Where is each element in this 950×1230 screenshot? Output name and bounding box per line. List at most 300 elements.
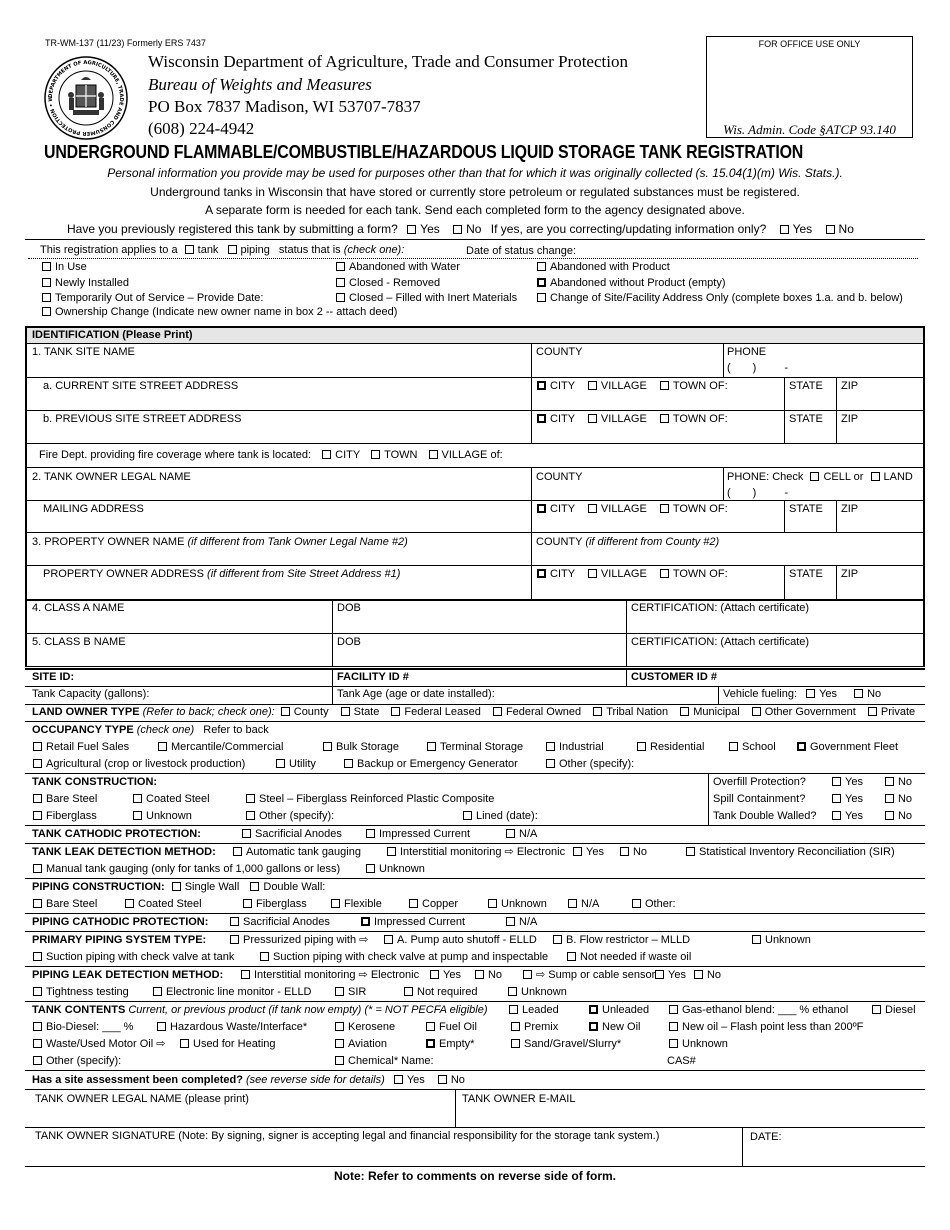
- status-closed-filled[interactable]: [336, 292, 517, 305]
- fuel-oil-checkbox[interactable]: [426, 1022, 435, 1031]
- date-status-change: Date of status change:: [466, 245, 577, 257]
- backup-checkbox[interactable]: [344, 759, 353, 768]
- option-label: Hazardous Waste/Interface*: [170, 1021, 308, 1033]
- status-newly-installed[interactable]: [42, 277, 129, 290]
- status-abandoned-empty[interactable]: [537, 277, 726, 290]
- tightness-checkbox[interactable]: [33, 987, 42, 996]
- dotted-divider: [28, 258, 918, 259]
- cont-heating[interactable]: [180, 1038, 276, 1051]
- phone-label: PHONE: [727, 346, 767, 358]
- sir-checkbox[interactable]: [335, 987, 344, 996]
- signature-input[interactable]: [35, 1144, 735, 1166]
- fiberglass-checkbox[interactable]: [243, 899, 252, 908]
- land-other-gov-checkbox[interactable]: [752, 707, 761, 716]
- mail-town-checkbox[interactable]: [660, 504, 669, 513]
- city-label: CITY: [550, 503, 575, 515]
- cont-fuel-oil[interactable]: [426, 1021, 477, 1034]
- vehicle-yes-checkbox[interactable]: [806, 689, 815, 698]
- cont-premix[interactable]: [511, 1021, 558, 1034]
- occ-school[interactable]: [729, 741, 776, 754]
- prop-village-checkbox[interactable]: [588, 569, 597, 578]
- yes-checkbox[interactable]: [655, 970, 664, 979]
- occ-agricultural[interactable]: [33, 758, 245, 771]
- fiberglass-checkbox[interactable]: [33, 811, 42, 820]
- row-line: [25, 913, 925, 914]
- fire-village-checkbox[interactable]: [429, 450, 438, 459]
- lined-checkbox[interactable]: [463, 811, 472, 820]
- contents-note: Current, or previous product (if tank now empty) (* = NOT PECFA eligible): [128, 1004, 488, 1016]
- pipe-copper[interactable]: [409, 898, 458, 911]
- property-owner-text: 3. PROPERTY OWNER NAME: [32, 536, 185, 548]
- occupancy-label-row: [32, 724, 269, 737]
- con-coated-steel[interactable]: [133, 793, 210, 806]
- interstitial-checkbox[interactable]: [241, 970, 250, 979]
- option-label: Premix: [524, 1021, 559, 1033]
- cont-kerosene[interactable]: [335, 1021, 395, 1034]
- no-label: No: [706, 969, 722, 981]
- option-label: Statistical Inventory Reconciliation (SIR): [699, 846, 895, 858]
- occ-backup[interactable]: [344, 758, 518, 771]
- tank-checkbox[interactable]: [185, 245, 194, 254]
- option-label: Manual tank gauging (only for tanks of 1,000 gallons or less): [46, 863, 341, 875]
- in-use-checkbox[interactable]: [42, 262, 51, 271]
- no-checkbox[interactable]: [620, 847, 629, 856]
- correct-yes-checkbox[interactable]: [780, 225, 789, 234]
- na-checkbox[interactable]: [506, 917, 515, 926]
- unleaded-checkbox[interactable]: [589, 1005, 598, 1014]
- no-checkbox[interactable]: [694, 970, 703, 979]
- occ-residential[interactable]: [637, 741, 704, 754]
- option-label: Retail Fuel Sales: [46, 741, 130, 753]
- abandoned-water-checkbox[interactable]: [336, 262, 345, 271]
- occ-gov-fleet[interactable]: [797, 741, 898, 754]
- mailing-address-label: MAILING ADDRESS: [43, 503, 144, 515]
- col-line: [531, 343, 532, 443]
- yes-label: Yes: [406, 1074, 425, 1086]
- prop-city-checkbox[interactable]: [537, 569, 546, 578]
- single-wall-checkbox[interactable]: [172, 882, 181, 891]
- sacrificial-checkbox[interactable]: [242, 829, 251, 838]
- pipe-bare[interactable]: [33, 898, 97, 911]
- mail-city-checkbox[interactable]: [537, 504, 546, 513]
- pump-shutoff-checkbox[interactable]: [384, 935, 393, 944]
- fire-city-checkbox[interactable]: [322, 450, 331, 459]
- status-in-use[interactable]: [42, 261, 87, 274]
- status-change-address[interactable]: [537, 292, 903, 305]
- intro-line-1: Underground tanks in Wisconsin that have stored or currently store petroleum or regulated substances must be registered.: [150, 185, 800, 199]
- prev-village-checkbox[interactable]: [588, 414, 597, 423]
- pcath-sacrificial[interactable]: [230, 916, 330, 929]
- current-village-checkbox[interactable]: [588, 381, 597, 390]
- coated-steel-checkbox[interactable]: [125, 899, 134, 908]
- double-wall-label: Tank Double Walled?: [713, 810, 817, 822]
- premix-checkbox[interactable]: [511, 1022, 520, 1031]
- auto-gauging-checkbox[interactable]: [233, 847, 242, 856]
- mail-village-checkbox[interactable]: [588, 504, 597, 513]
- pleak-tightness[interactable]: [33, 986, 129, 999]
- leak-unknown[interactable]: [366, 863, 425, 876]
- spill-no-checkbox[interactable]: [885, 794, 894, 803]
- temp-out-checkbox[interactable]: [42, 293, 51, 302]
- prev-town-checkbox[interactable]: [660, 414, 669, 423]
- owner-name-input[interactable]: [35, 1106, 450, 1126]
- occ-utility[interactable]: [276, 758, 316, 771]
- suction-pump-checkbox[interactable]: [260, 952, 269, 961]
- cas-label: CAS#: [667, 1055, 696, 1067]
- double-wall-checkbox[interactable]: [250, 882, 259, 891]
- sand-checkbox[interactable]: [511, 1039, 520, 1048]
- town-label: TOWN OF:: [672, 413, 728, 425]
- pleak-elld[interactable]: [153, 986, 312, 999]
- change-address-label: Change of Site/Facility Address Only (complete boxes 1.a. and b. below): [550, 292, 903, 304]
- piping-label: PIPING CONSTRUCTION:: [32, 881, 165, 893]
- other-checkbox[interactable]: [546, 759, 555, 768]
- abandoned-product-checkbox[interactable]: [537, 262, 546, 271]
- row-line: [27, 410, 923, 411]
- sys-suction-pump[interactable]: [260, 951, 548, 964]
- option-label: Other (specify):: [559, 758, 635, 770]
- chemical-checkbox[interactable]: [335, 1056, 344, 1065]
- sys-not-needed[interactable]: [567, 951, 691, 964]
- gas-ethanol-checkbox[interactable]: [669, 1005, 678, 1014]
- cont-new-oil-flash[interactable]: [669, 1021, 863, 1034]
- heating-checkbox[interactable]: [180, 1039, 189, 1048]
- correct-yes-label: Yes: [792, 222, 813, 236]
- leak-interstitial[interactable]: [387, 846, 565, 859]
- zip-label: ZIP: [841, 568, 859, 580]
- cont-new-oil[interactable]: [589, 1021, 641, 1034]
- land-municipal-checkbox[interactable]: [680, 707, 689, 716]
- school-checkbox[interactable]: [729, 742, 738, 751]
- construction-label: TANK CONSTRUCTION:: [32, 776, 158, 788]
- aviation-checkbox[interactable]: [335, 1039, 344, 1048]
- prop-town-checkbox[interactable]: [660, 569, 669, 578]
- ownership-change-checkbox[interactable]: [42, 307, 51, 316]
- flexible-checkbox[interactable]: [331, 899, 340, 908]
- pipe-fiberglass[interactable]: [243, 898, 307, 911]
- land-tribal-checkbox[interactable]: [593, 707, 602, 716]
- sys-pump[interactable]: [384, 934, 537, 947]
- option-label: N/A: [519, 916, 538, 928]
- occ-industrial[interactable]: [546, 741, 604, 754]
- option-label: Sand/Gravel/Slurry*: [524, 1038, 622, 1050]
- double-yes-checkbox[interactable]: [832, 811, 841, 820]
- option-label: N/A: [519, 828, 538, 840]
- bulk-checkbox[interactable]: [323, 742, 332, 751]
- zip-label: ZIP: [841, 380, 859, 392]
- land-county-checkbox[interactable]: [281, 707, 290, 716]
- cath-na[interactable]: [506, 828, 537, 841]
- option-label: Pressurized piping with ⇨: [243, 934, 369, 946]
- cont-sand[interactable]: [511, 1038, 621, 1051]
- occ-other[interactable]: [546, 758, 634, 771]
- land-federal-owned-checkbox[interactable]: [493, 707, 502, 716]
- county-input[interactable]: [536, 358, 716, 377]
- land-state-checkbox[interactable]: [341, 707, 350, 716]
- kerosene-checkbox[interactable]: [335, 1022, 344, 1031]
- land-owner-label: LAND OWNER TYPE: [32, 706, 140, 718]
- owner-email-input[interactable]: [462, 1106, 917, 1126]
- pleak-sump[interactable]: [523, 969, 655, 982]
- coated-steel-checkbox[interactable]: [133, 794, 142, 803]
- site-id-label: SITE ID:: [32, 671, 75, 683]
- cont-waste-oil[interactable]: [33, 1038, 165, 1051]
- cell-checkbox[interactable]: [810, 472, 819, 481]
- agricultural-checkbox[interactable]: [33, 759, 42, 768]
- land-checkbox[interactable]: [871, 472, 880, 481]
- option-label: Electronic line monitor - ELLD: [166, 986, 312, 998]
- pleak-unknown[interactable]: [508, 986, 567, 999]
- terminal-checkbox[interactable]: [427, 742, 436, 751]
- haz-waste-checkbox[interactable]: [157, 1022, 166, 1031]
- row-line: [27, 599, 923, 601]
- pipe-flexible[interactable]: [331, 898, 382, 911]
- not-required-checkbox[interactable]: [404, 987, 413, 996]
- not-needed-checkbox[interactable]: [567, 952, 576, 961]
- bio-diesel-checkbox[interactable]: [33, 1022, 42, 1031]
- spill-yes-checkbox[interactable]: [832, 794, 841, 803]
- bare-steel-checkbox[interactable]: [33, 794, 42, 803]
- option-label: A. Pump auto shutoff - ELLD: [397, 934, 537, 946]
- con-fiberglass[interactable]: [33, 810, 97, 823]
- unknown-checkbox[interactable]: [133, 811, 142, 820]
- new-oil-checkbox[interactable]: [589, 1022, 598, 1031]
- row-line: [25, 1089, 925, 1090]
- date-input[interactable]: [750, 1144, 920, 1166]
- option-label: Private: [880, 706, 916, 718]
- status-abandoned-product[interactable]: [537, 261, 670, 274]
- piping-construction-row: [32, 881, 325, 894]
- land-private-checkbox[interactable]: [868, 707, 877, 716]
- assessment-no-checkbox[interactable]: [438, 1075, 447, 1084]
- unknown-checkbox[interactable]: [752, 935, 761, 944]
- other-checkbox[interactable]: [33, 1056, 42, 1065]
- option-label: New Oil: [602, 1021, 641, 1033]
- industrial-checkbox[interactable]: [546, 742, 555, 751]
- cont-diesel[interactable]: [872, 1004, 916, 1017]
- manual-checkbox[interactable]: [33, 864, 42, 873]
- pressurized-checkbox[interactable]: [230, 935, 239, 944]
- bare-steel-checkbox[interactable]: [33, 899, 42, 908]
- yes-checkbox[interactable]: [573, 847, 582, 856]
- newly-installed-checkbox[interactable]: [42, 278, 51, 287]
- sys-flow[interactable]: [553, 934, 690, 947]
- phone-dash: -: [784, 362, 789, 374]
- occ-terminal[interactable]: [427, 741, 523, 754]
- option-label: Flexible: [344, 898, 382, 910]
- property-address-label: [43, 568, 400, 581]
- sys-unknown[interactable]: [752, 934, 811, 947]
- abandoned-water-label: Abandoned with Water: [349, 261, 460, 273]
- leak-sir[interactable]: [686, 846, 895, 859]
- pleak-sump-yn: [655, 969, 721, 982]
- occupancy-label: OCCUPANCY TYPE: [32, 724, 134, 736]
- retail-checkbox[interactable]: [33, 742, 42, 751]
- pipe-coated[interactable]: [125, 898, 202, 911]
- cont-unleaded[interactable]: [589, 1004, 649, 1017]
- pipe-other[interactable]: [632, 898, 676, 911]
- impressed-checkbox[interactable]: [366, 829, 375, 838]
- leaded-checkbox[interactable]: [509, 1005, 518, 1014]
- pleak-interstitial[interactable]: [241, 969, 419, 982]
- occ-retail[interactable]: [33, 741, 129, 754]
- double-no-checkbox[interactable]: [885, 811, 894, 820]
- unknown-checkbox[interactable]: [669, 1039, 678, 1048]
- na-checkbox[interactable]: [568, 899, 577, 908]
- sir-checkbox[interactable]: [686, 847, 695, 856]
- no-checkbox[interactable]: [475, 970, 484, 979]
- prev-yes-label: Yes: [420, 222, 440, 236]
- cath-impressed[interactable]: [366, 828, 470, 841]
- state-label: STATE: [789, 380, 823, 392]
- con-bare-steel[interactable]: [33, 793, 97, 806]
- sump-checkbox[interactable]: [523, 970, 532, 979]
- pipe-na[interactable]: [568, 898, 599, 911]
- empty-checkbox[interactable]: [426, 1039, 435, 1048]
- con-unknown[interactable]: [133, 810, 192, 823]
- assessment-yes-checkbox[interactable]: [394, 1075, 403, 1084]
- overfill-no-checkbox[interactable]: [885, 777, 894, 786]
- pleak-sir[interactable]: [335, 986, 366, 999]
- option-label: Bare Steel: [46, 793, 98, 805]
- prev-yes-checkbox[interactable]: [407, 225, 416, 234]
- date-label: DATE:: [750, 1131, 782, 1143]
- previous-municipality: [537, 413, 728, 426]
- correct-no-checkbox[interactable]: [826, 225, 835, 234]
- option-label: Diesel: [885, 1004, 916, 1016]
- option-label: Coated Steel: [138, 898, 202, 910]
- flow-restrictor-checkbox[interactable]: [553, 935, 562, 944]
- land-federal-leased-checkbox[interactable]: [391, 707, 400, 716]
- con-other[interactable]: [246, 810, 334, 823]
- option-label: Bare Steel: [46, 898, 98, 910]
- waste-oil-checkbox[interactable]: [33, 1039, 42, 1048]
- status-ownership-change[interactable]: [42, 306, 397, 319]
- con-composite[interactable]: [246, 793, 494, 806]
- sys-pressurized[interactable]: [230, 934, 368, 947]
- cont-empty[interactable]: [426, 1038, 474, 1051]
- cont-haz[interactable]: [157, 1021, 307, 1034]
- pleak-not-required[interactable]: [404, 986, 478, 999]
- col-line: [332, 668, 333, 686]
- prev-no-label: No: [466, 222, 482, 236]
- intro-line-2: A separate form is needed for each tank. Send each completed form to the agency designated above.: [205, 203, 745, 217]
- cont-aviation[interactable]: [335, 1038, 387, 1051]
- elld-checkbox[interactable]: [153, 987, 162, 996]
- impressed-checkbox[interactable]: [361, 917, 370, 926]
- residential-checkbox[interactable]: [637, 742, 646, 751]
- leak-manual[interactable]: [33, 863, 340, 876]
- option-label: Other (specify):: [259, 810, 335, 822]
- vehicle-no-checkbox[interactable]: [854, 689, 863, 698]
- row-line: [25, 773, 925, 774]
- footer-note: Note: Refer to comments on reverse side of form.: [333, 1169, 617, 1183]
- owner-phone-check: [727, 471, 913, 484]
- gov-fleet-checkbox[interactable]: [797, 742, 806, 751]
- other-checkbox[interactable]: [246, 811, 255, 820]
- phone-format: [727, 362, 788, 375]
- closed-removed-checkbox[interactable]: [336, 278, 345, 287]
- status-abandoned-water[interactable]: [336, 261, 460, 274]
- cont-unknown[interactable]: [669, 1038, 728, 1051]
- village-label: VILLAGE: [600, 380, 647, 392]
- fire-town-checkbox[interactable]: [371, 450, 380, 459]
- village-label: VILLAGE: [600, 413, 647, 425]
- current-town-checkbox[interactable]: [660, 381, 669, 390]
- prev-no-checkbox[interactable]: [453, 225, 462, 234]
- unknown-checkbox[interactable]: [488, 899, 497, 908]
- no-label: No: [867, 688, 882, 700]
- option-label: Not needed if waste oil: [580, 951, 692, 963]
- sys-suction-tank[interactable]: [33, 951, 234, 964]
- facility-id-label: FACILITY ID #: [337, 671, 409, 683]
- suction-tank-checkbox[interactable]: [33, 952, 42, 961]
- piping-label: piping: [240, 244, 270, 256]
- cont-chemical[interactable]: [335, 1055, 434, 1068]
- pcath-impressed[interactable]: [361, 916, 465, 929]
- unknown-checkbox[interactable]: [508, 987, 517, 996]
- piping-checkbox[interactable]: [228, 245, 237, 254]
- new-oil-flash-checkbox[interactable]: [669, 1022, 678, 1031]
- cont-other[interactable]: [33, 1055, 121, 1068]
- composite-checkbox[interactable]: [246, 794, 255, 803]
- pipe-unknown[interactable]: [488, 898, 547, 911]
- village-label: VILLAGE: [600, 568, 647, 580]
- occ-mercantile[interactable]: [158, 741, 283, 754]
- cath-sacrificial[interactable]: [242, 828, 342, 841]
- zip-label: ZIP: [841, 503, 859, 515]
- option-label: School: [742, 741, 776, 753]
- con-lined[interactable]: [463, 810, 538, 823]
- pcath-na[interactable]: [506, 916, 537, 929]
- property-address-note: (if different from Site Street Address #1): [207, 568, 401, 580]
- other-checkbox[interactable]: [632, 899, 641, 908]
- cont-leaded[interactable]: [509, 1004, 559, 1017]
- status-temp-out[interactable]: [42, 292, 263, 305]
- status-closed-removed[interactable]: [336, 277, 440, 290]
- agency-name: Wisconsin Department of Agriculture, Trade and Consumer Protection: [148, 52, 628, 71]
- cont-bio[interactable]: [33, 1021, 133, 1034]
- overfill-yes-checkbox[interactable]: [832, 777, 841, 786]
- interstitial-checkbox[interactable]: [387, 847, 396, 856]
- change-address-checkbox[interactable]: [537, 293, 546, 302]
- utility-checkbox[interactable]: [276, 759, 285, 768]
- tank-site-name-input[interactable]: [32, 358, 527, 377]
- unknown-checkbox[interactable]: [366, 864, 375, 873]
- option-label: Fiberglass: [256, 898, 307, 910]
- vehicle-fueling: [723, 688, 881, 701]
- option-label: Unleaded: [602, 1004, 650, 1016]
- state-label: STATE: [789, 568, 823, 580]
- leak-auto[interactable]: [233, 846, 361, 859]
- current-city-checkbox[interactable]: [537, 381, 546, 390]
- option-label: Lined (date):: [476, 810, 538, 822]
- mercantile-checkbox[interactable]: [158, 742, 167, 751]
- paren-left: (: [727, 487, 731, 499]
- na-checkbox[interactable]: [506, 829, 515, 838]
- diesel-checkbox[interactable]: [872, 1005, 881, 1014]
- yes-checkbox[interactable]: [430, 970, 439, 979]
- closed-filled-checkbox[interactable]: [336, 293, 345, 302]
- occ-bulk[interactable]: [323, 741, 399, 754]
- prev-city-checkbox[interactable]: [537, 414, 546, 423]
- col-line: [784, 565, 785, 599]
- row-line: [25, 825, 925, 826]
- copper-checkbox[interactable]: [409, 899, 418, 908]
- sacrificial-checkbox[interactable]: [230, 917, 239, 926]
- abandoned-empty-checkbox[interactable]: [537, 278, 546, 287]
- cont-gas-ethanol[interactable]: [669, 1004, 848, 1017]
